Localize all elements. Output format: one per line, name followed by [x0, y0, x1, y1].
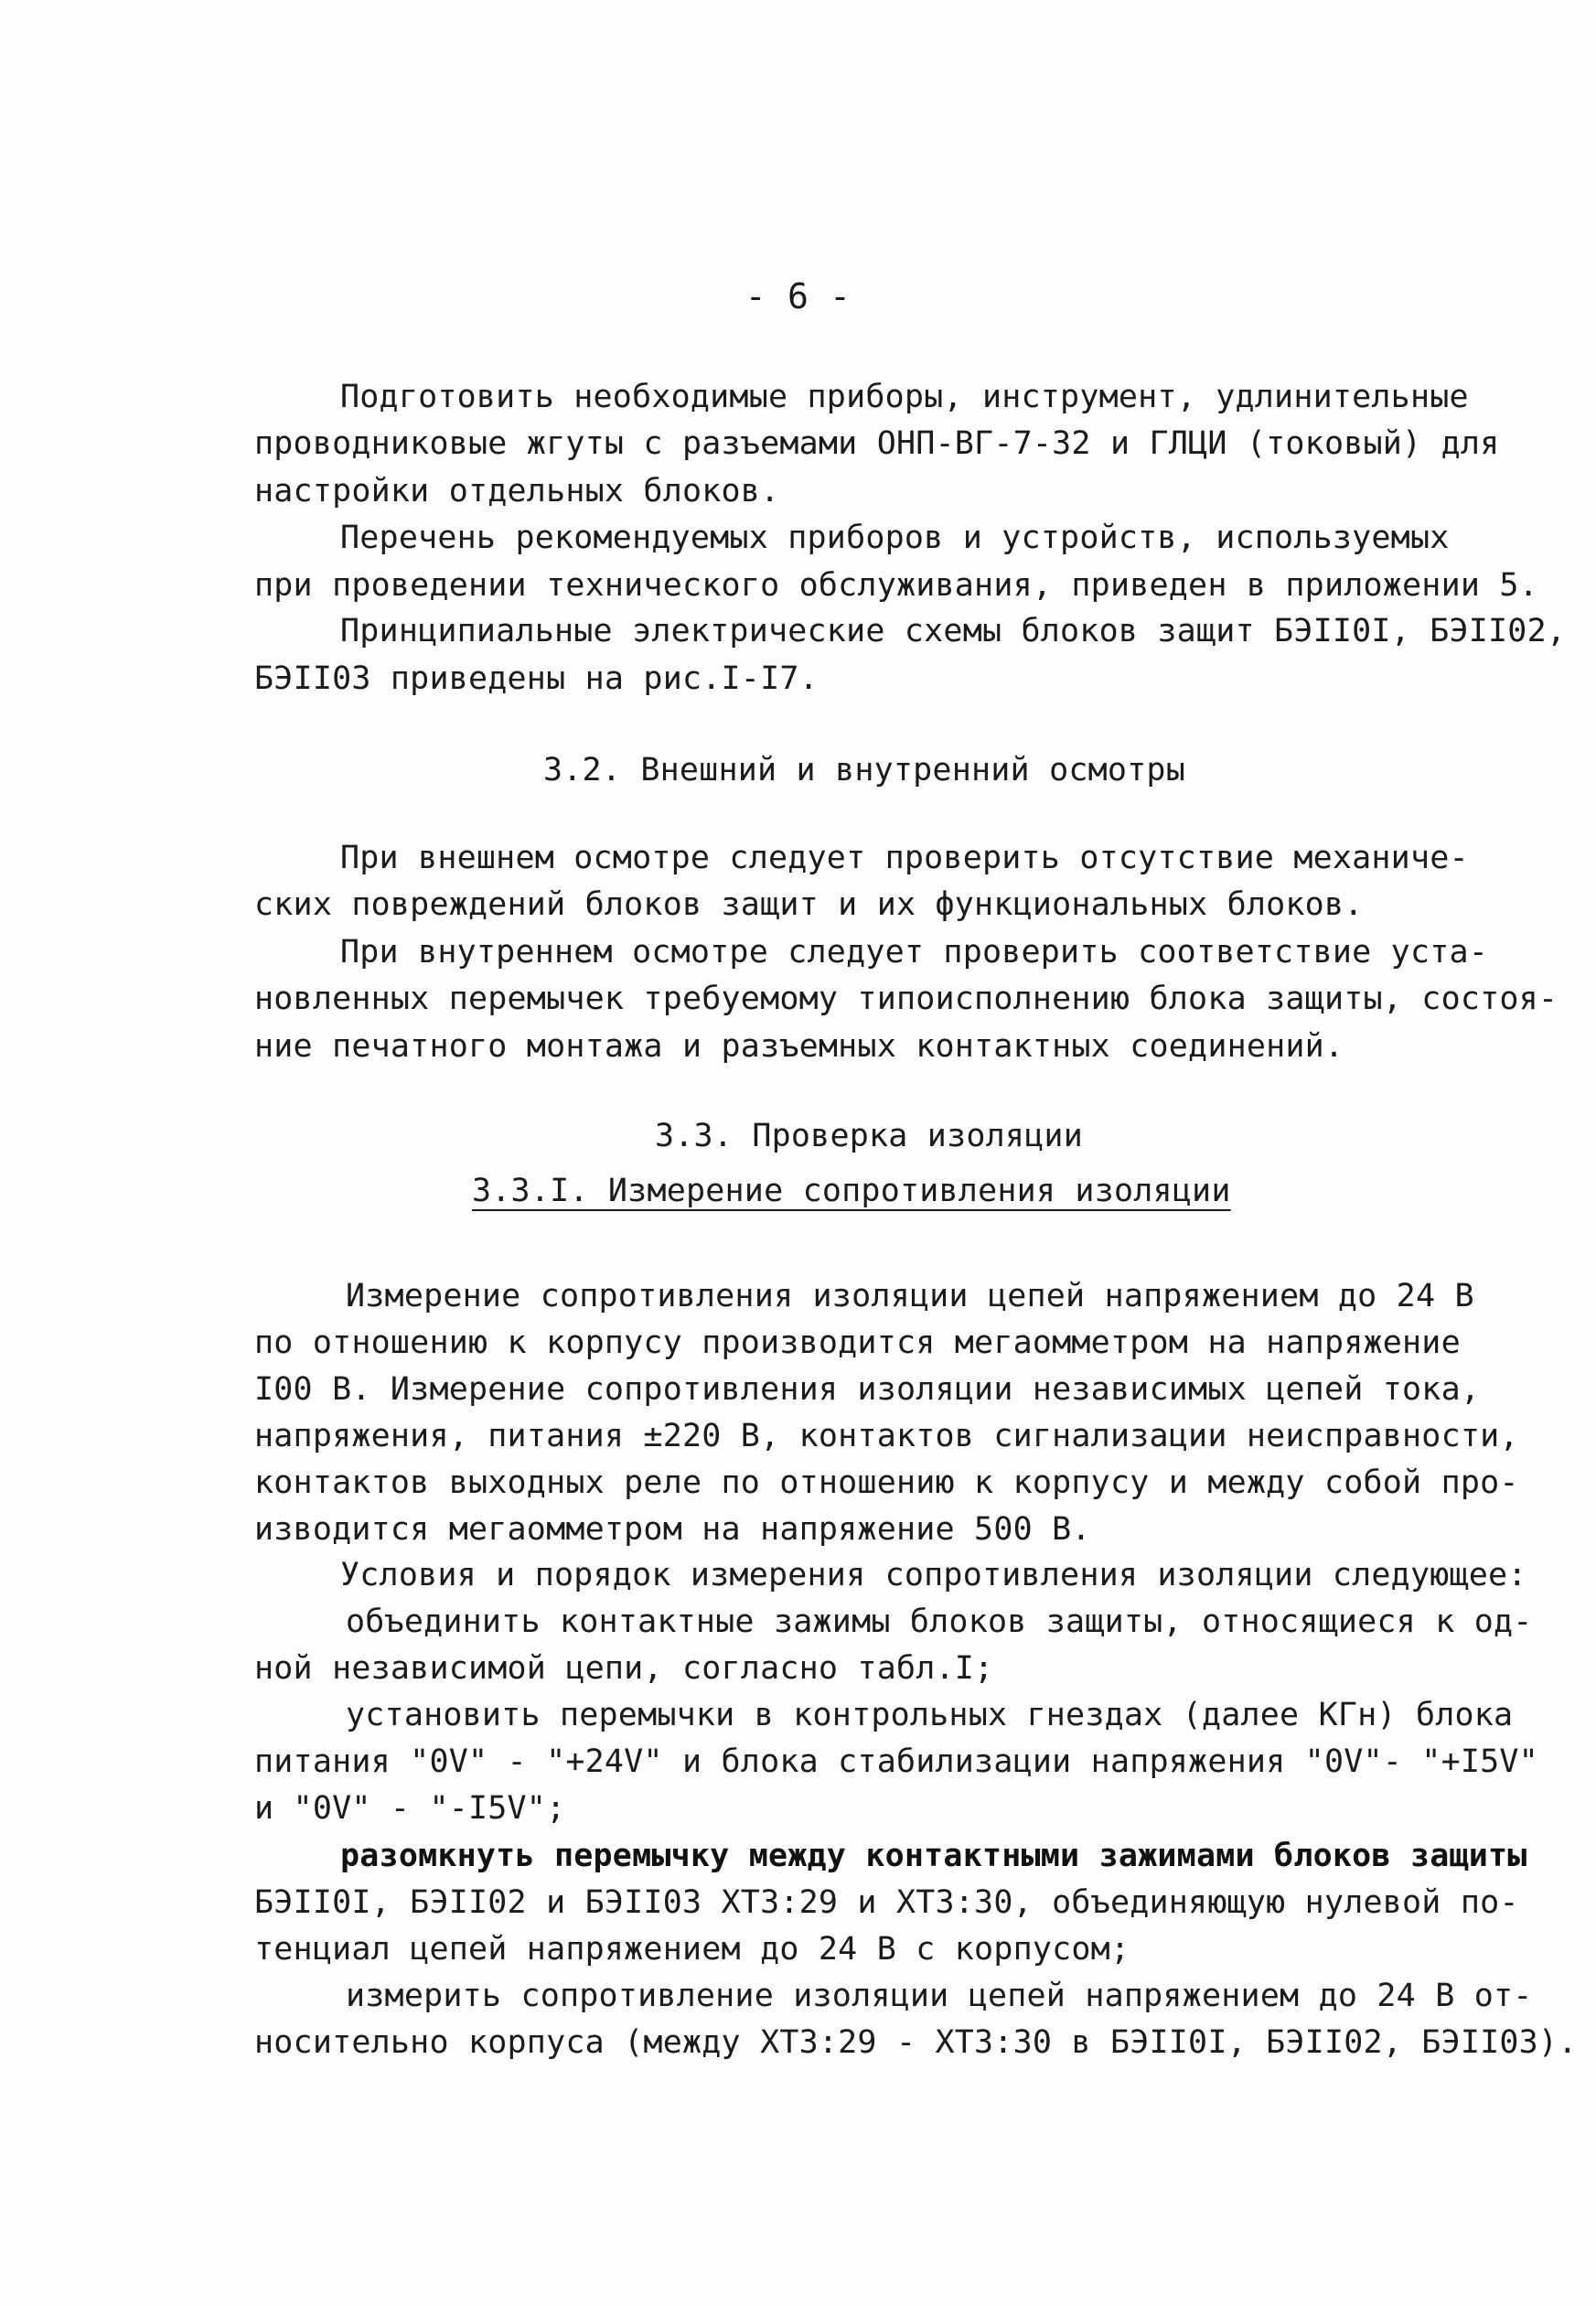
page-number: - 6 -	[744, 276, 852, 316]
paragraph-line: ние печатного монтажа и разъемных контактных соединений.	[254, 1028, 1344, 1065]
paragraph-line: ских повреждений блоков защит и их функциональных блоков.	[254, 886, 1364, 923]
paragraph-line: Перечень рекомендуемых приборов и устройств, используемых	[340, 520, 1450, 556]
paragraph-line: проводниковые жгуты с разъемами ОНП-ВГ-7-32 и ГЛЦИ (токовый) для	[254, 425, 1500, 462]
paragraph-line: БЭII0I, БЭII02 и БЭII03 ХТ3:29 и ХТ3:30, объединяющую нулевой по-	[254, 1884, 1519, 1921]
paragraph-line: Измерение сопротивления изоляции цепей напряжением до 24 В	[346, 1278, 1474, 1314]
paragraph-line: разомкнуть перемычку между контактными зажимами блоков защиты	[340, 1838, 1527, 1874]
section-heading-3-3: 3.3. Проверка изоляции	[655, 1118, 1083, 1154]
paragraph-line: I00 В. Измерение сопротивления изоляции независимых цепей тока,	[254, 1371, 1481, 1408]
paragraph-line: носительно корпуса (между ХТ3:29 - ХТ3:30 в БЭII0I, БЭII02, БЭII03).	[254, 2024, 1578, 2061]
paragraph-line: Условия и порядок измерения сопротивления изоляции следующее:	[340, 1557, 1527, 1593]
paragraph-line: ной независимой цепи, согласно табл.I;	[254, 1650, 994, 1687]
paragraph-line: БЭII03 приведены на рис.I-I7.	[254, 660, 819, 697]
paragraph-line: настройки отдельных блоков.	[254, 473, 780, 509]
paragraph-line: измерить сопротивление изоляции цепей напряжением до 24 В от-	[346, 1978, 1533, 2014]
paragraph-line: При внутреннем осмотре следует проверить соответствие уста-	[340, 934, 1489, 971]
paragraph-line: и "0V" - "-I5V";	[254, 1790, 566, 1827]
paragraph-line: при проведении технического обслуживания, приведен в приложении 5.	[254, 567, 1538, 604]
section-heading-3-2: 3.2. Внешний и внутренний осмотры	[543, 752, 1185, 788]
paragraph-line: изводится мегаомметром на напряжение 500 В.	[254, 1511, 1091, 1548]
paragraph-line: тенциал цепей напряжением до 24 В с корпусом;	[254, 1931, 1130, 1968]
subsection-heading-3-3-1: 3.3.I. Измерение сопротивления изоляции	[472, 1173, 1231, 1209]
paragraph-line: Принципиальные электрические схемы блоков защит БЭII0I, БЭII02,	[340, 613, 1567, 649]
paragraph-line: объединить контактные зажимы блоков защиты, относящиеся к од-	[346, 1603, 1533, 1640]
paragraph-line: Подготовить необходимые приборы, инструмент, удлинительные	[340, 379, 1469, 415]
paragraph-line: При внешнем осмотре следует проверить отсутствие механиче-	[340, 840, 1469, 876]
paragraph-line: по отношению к корпусу производится мегаомметром на напряжение	[254, 1325, 1461, 1361]
paragraph-line: контактов выходных реле по отношению к корпусу и между собой про-	[254, 1464, 1519, 1501]
paragraph-line: напряжения, питания ±220 В, контактов сигнализации неисправности,	[254, 1418, 1519, 1454]
paragraph-line: питания "0V" - "+24V" и блока стабилизации напряжения "0V"- "+I5V"	[254, 1743, 1538, 1780]
paragraph-line: установить перемычки в контрольных гнездах (далее КГн) блока	[346, 1697, 1514, 1733]
paragraph-line: новленных перемычек требуемому типоисполнению блока защиты, состоя-	[254, 981, 1559, 1017]
